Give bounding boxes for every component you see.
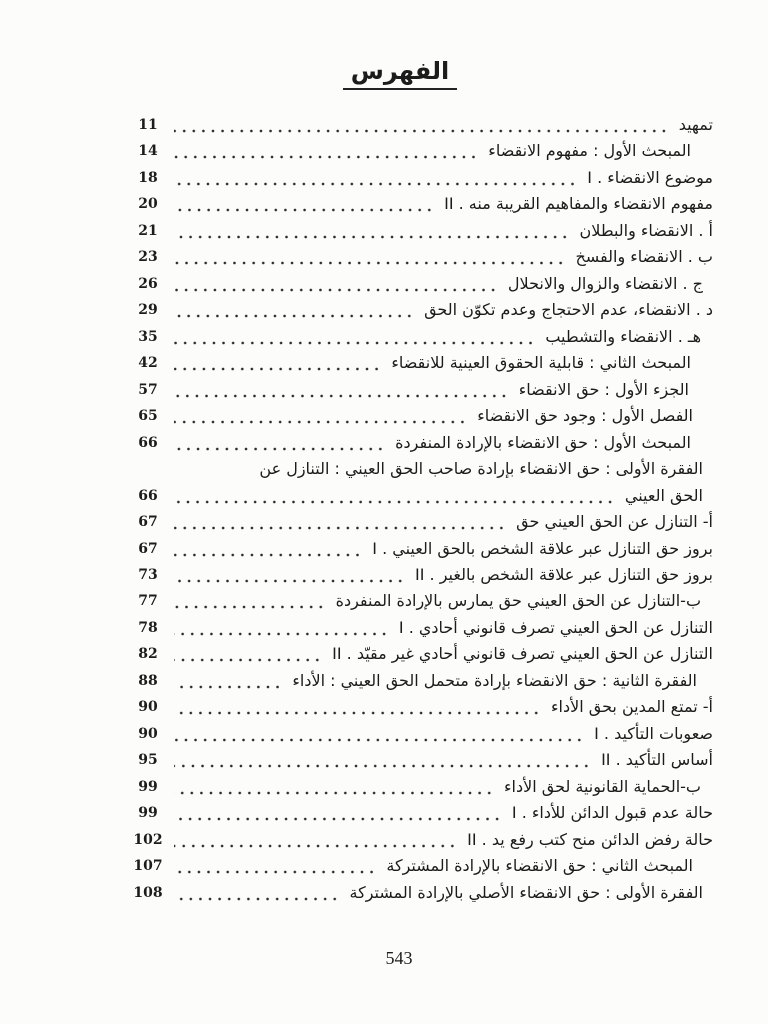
toc-entry xyxy=(128,509,713,535)
toc-entry-page: 14 xyxy=(138,143,158,160)
toc-entry-page: 11 xyxy=(138,117,158,133)
dot-leader xyxy=(174,694,541,720)
dot-leader xyxy=(174,509,506,535)
toc-entry xyxy=(128,403,713,429)
toc-entry-page: 23 xyxy=(138,249,158,266)
toc-entry-title: أ- التنازل عن الحق العيني حق xyxy=(516,512,713,532)
toc-entry xyxy=(128,483,713,509)
dot-leader xyxy=(174,403,467,429)
toc-entry xyxy=(128,800,713,826)
dot-leader xyxy=(174,377,509,403)
dot-leader xyxy=(174,536,362,562)
toc-entry-page: 90 xyxy=(138,699,158,716)
toc-entry xyxy=(128,536,713,562)
toc-entry-title: هـ . الانقضاء والتشطيب xyxy=(545,326,701,346)
toc-entry-page: 102 xyxy=(133,831,163,848)
toc-entry-title: II . مفهوم الانقضاء والمفاهيم القريبة منه xyxy=(444,194,713,214)
toc-entry-title: ب-الحماية القانونية لحق الأداء xyxy=(504,776,701,796)
dot-leader xyxy=(174,853,376,879)
toc-entry-title: ب . الانقضاء والفسخ xyxy=(575,247,713,267)
toc-entry-page: 42 xyxy=(138,355,158,372)
toc-entry-page: 66 xyxy=(138,434,158,451)
toc-entry-title: II . حالة رفض الدائن منح كتب رفع يد xyxy=(467,829,713,849)
toc-entry xyxy=(128,244,713,270)
toc-entry-title: I . صعوبات التأكيد xyxy=(594,723,713,743)
toc-entry-page: 57 xyxy=(138,381,158,398)
toc-heading-text: الفهرس xyxy=(343,56,457,90)
toc-entry xyxy=(128,668,713,694)
toc-entry-title: د . الانقضاء، عدم الاحتجاج وعدم تكوّن الحق xyxy=(424,300,713,320)
dot-leader xyxy=(174,430,385,456)
toc-entry-title: II . أساس التأكيد xyxy=(601,750,713,770)
toc-entry xyxy=(128,562,713,588)
toc-entry-page: 26 xyxy=(138,275,158,292)
dot-leader xyxy=(174,324,535,350)
dot-leader xyxy=(174,880,340,906)
toc-entry xyxy=(128,880,713,906)
toc-entry xyxy=(128,747,713,773)
toc-entry xyxy=(128,350,713,376)
dot-leader xyxy=(174,244,565,270)
table-of-contents xyxy=(128,112,713,906)
toc-entry-title: تمهيد xyxy=(678,115,713,134)
page-number: 543 xyxy=(385,948,413,968)
toc-entry xyxy=(128,430,713,456)
toc-entry-title: ج . الانقضاء والزوال والانحلال xyxy=(507,273,703,293)
toc-entry xyxy=(128,588,713,614)
toc-entry xyxy=(128,297,713,323)
toc-entry-page: 99 xyxy=(138,805,158,822)
toc-entry xyxy=(128,324,713,350)
toc-entry-title: I . بروز حق التنازل عبر علاقة الشخص بالحق العيني xyxy=(372,538,713,558)
toc-entry xyxy=(128,827,713,853)
dot-leader xyxy=(174,297,414,323)
toc-entry-title: الجزء الأول : حق الانقضاء xyxy=(518,379,689,399)
toc-entry-page: 67 xyxy=(138,540,158,557)
toc-entry xyxy=(128,615,713,641)
toc-entry-page: 73 xyxy=(138,566,158,583)
toc-entry-page: 18 xyxy=(138,169,158,186)
toc-heading xyxy=(0,56,768,90)
toc-entry-title: أ . الانقضاء والبطلان xyxy=(579,220,713,240)
toc-entry-page: 66 xyxy=(138,487,158,504)
toc-entry-title: II . بروز حق التنازل عبر علاقة الشخص بالغير xyxy=(414,564,713,584)
dot-leader xyxy=(174,350,381,376)
toc-entry-title: I . التنازل عن الحق العيني تصرف قانوني أحادي xyxy=(398,617,713,637)
toc-entry-page: 108 xyxy=(133,884,163,901)
toc-entry xyxy=(128,218,713,244)
toc-entry-title: الفقرة الثانية : حق الانقضاء بإرادة متحمل الحق العيني : الأداء xyxy=(292,670,697,690)
toc-entry xyxy=(128,456,713,482)
toc-entry-title: المبحث الأول : حق الانقضاء بالإرادة المنفردة xyxy=(395,432,691,452)
toc-entry-title: ب-التنازل عن الحق العيني حق يمارس بالإرادة المنفردة xyxy=(335,591,701,611)
toc-entry-page: 82 xyxy=(138,646,158,663)
dot-leader xyxy=(174,483,615,509)
toc-entry-title: I . حالة عدم قبول الدائن للأداء xyxy=(511,803,713,823)
toc-entry xyxy=(128,774,713,800)
toc-entry-title: I . موضوع الانقضاء xyxy=(587,167,713,187)
toc-entry xyxy=(128,377,713,403)
toc-entry-title: الفصل الأول : وجود حق الانقضاء xyxy=(477,406,693,426)
toc-entry-page: 99 xyxy=(138,778,158,795)
toc-entry xyxy=(128,721,713,747)
dot-leader xyxy=(174,138,478,164)
toc-entry-title: المبحث الثاني : قابلية الحقوق العينية للانقضاء xyxy=(391,353,691,373)
toc-entry-title: الفقرة الأولى : حق الانقضاء بإرادة صاحب الحق العيني : التنازل عن xyxy=(259,459,703,479)
dot-leader xyxy=(174,721,584,747)
toc-entry-page: 107 xyxy=(133,858,163,875)
dot-leader xyxy=(174,112,669,138)
toc-entry xyxy=(128,112,713,138)
toc-entry-page: 78 xyxy=(138,619,158,636)
toc-entry-page: 90 xyxy=(138,725,158,742)
toc-entry-page: 65 xyxy=(138,408,158,425)
dot-leader xyxy=(174,562,405,588)
toc-entry xyxy=(128,694,713,720)
dot-leader xyxy=(174,588,326,614)
toc-entry xyxy=(128,165,713,191)
toc-entry-page: 67 xyxy=(138,514,158,531)
toc-entry-title: المبحث الأول : مفهوم الانقضاء xyxy=(488,141,691,161)
toc-entry-page: 29 xyxy=(138,302,158,319)
toc-entry xyxy=(128,641,713,667)
dot-leader xyxy=(174,641,322,667)
toc-entry-page: 20 xyxy=(138,196,158,213)
dot-leader xyxy=(174,165,577,191)
toc-entry xyxy=(128,138,713,164)
toc-entry-page: 95 xyxy=(138,752,158,769)
dot-leader xyxy=(174,747,591,773)
dot-leader xyxy=(174,191,434,217)
dot-leader xyxy=(174,668,282,694)
toc-entry-page: 21 xyxy=(138,222,158,239)
toc-entry-title: أ- تمتع المدين بحق الأداء xyxy=(551,697,713,717)
toc-entry-title: II . التنازل عن الحق العيني تصرف قانوني أحادي غير مقيّد xyxy=(332,644,713,664)
toc-entry-title: المبحث الثاني : حق الانقضاء بالإرادة المشتركة xyxy=(386,856,693,876)
toc-entry-page: 77 xyxy=(138,593,158,610)
toc-entry-page: 88 xyxy=(138,672,158,689)
toc-entry xyxy=(128,271,713,297)
dot-leader xyxy=(174,615,389,641)
dot-leader xyxy=(174,774,494,800)
toc-entry-title: الفقرة الأولى : حق الانقضاء الأصلي بالإرادة المشتركة xyxy=(349,882,703,902)
dot-leader xyxy=(174,271,498,297)
toc-entry xyxy=(128,191,713,217)
dot-leader xyxy=(174,218,570,244)
dot-leader xyxy=(174,827,457,853)
toc-entry xyxy=(128,853,713,879)
toc-entry-page: 35 xyxy=(138,328,158,345)
dot-leader xyxy=(174,800,502,826)
toc-entry-title: الحق العيني xyxy=(624,485,703,505)
